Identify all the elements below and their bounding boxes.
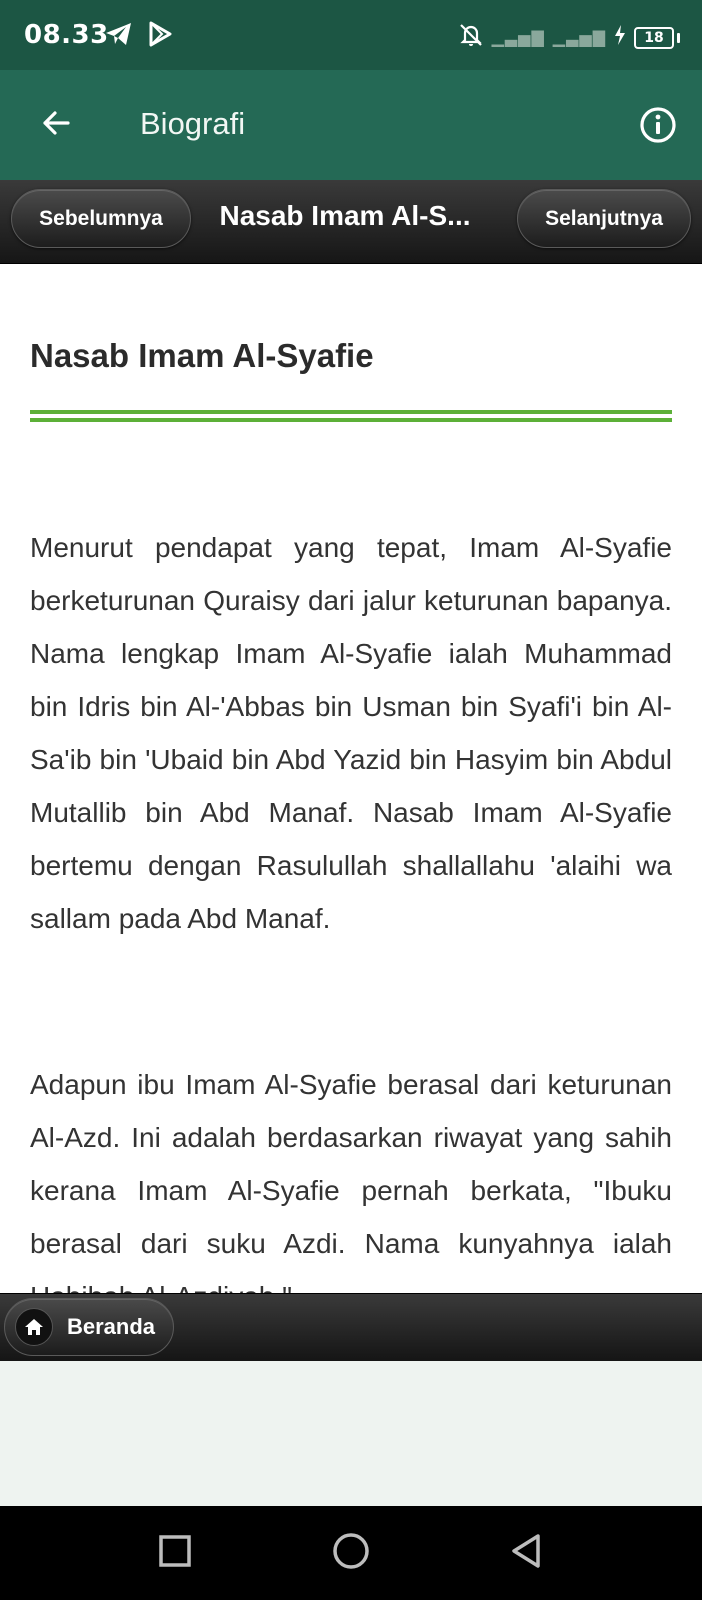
home-icon: [15, 1308, 53, 1346]
recent-apps-button[interactable]: [154, 1532, 196, 1574]
square-icon: [158, 1534, 192, 1573]
bottom-bar: [0, 1293, 702, 1361]
article-content[interactable]: [0, 264, 702, 1294]
app-bar: [0, 70, 702, 180]
previous-button[interactable]: Sebelumnya: [11, 189, 191, 248]
info-icon: [638, 132, 678, 149]
chapter-title: Nasab Imam Al-S...: [219, 200, 471, 231]
signal-icon: ▁▃▅▇: [491, 28, 545, 47]
app-title: Biografi: [140, 106, 246, 141]
battery-icon: [634, 27, 680, 49]
signal-icon: ▁▃▅▇: [552, 28, 606, 47]
play-store-icon: [146, 20, 174, 53]
charging-icon: [614, 25, 626, 50]
article-title: Nasab Imam Al-Syafie: [30, 337, 374, 374]
article-paragraph: Adapun ibu Imam Al-Syafie berasal dari keturunan Al-Azd. Ini adalah berdasarkan riwayat yang sahih kerana Imam Al-Syafie pernah berkata, "Ibuku berasal dari suku Azdi. Nama kunyahnya ialah: [30, 1069, 672, 1259]
telegram-icon: [104, 20, 134, 53]
back-button[interactable]: [34, 103, 78, 147]
system-nav-bar: [0, 1506, 702, 1600]
title-divider: [30, 410, 672, 422]
status-bar: [0, 0, 702, 70]
next-button[interactable]: Selanjutnya: [517, 189, 691, 248]
empty-area: [0, 1361, 702, 1506]
triangle-back-icon: [510, 1533, 544, 1574]
article-paragraph: Menurut pendapat yang tepat, Imam Al-Syafie berketurunan Quraisy dari jalur keturunan bapanya. Nama lengkap Imam Al-Syafie ialah Muhammad bin Idris bin Al-'Abbas bin Usman bin Syafi'i bin Al-Sa'ib bin 'Ubaid bin Abd Yazid bin Hasyim bin Abdul Mutallib bin Abd Manaf. Nasab Imam Al-Syafie bertemu dengan Rasulullah shallallahu 'alaihi wa sallam pada Abd Manaf.: [30, 532, 672, 934]
home-label: Beranda: [67, 1314, 156, 1339]
circle-icon: [332, 1532, 370, 1575]
status-time: 08.33: [24, 20, 109, 50]
home-button[interactable]: [4, 1298, 174, 1356]
bell-off-icon: [458, 22, 484, 53]
battery-level: 18: [634, 27, 674, 49]
chapter-nav-bar: [0, 180, 702, 264]
system-back-button[interactable]: [506, 1532, 548, 1574]
system-home-button[interactable]: [330, 1532, 372, 1574]
info-button[interactable]: [638, 105, 678, 145]
arrow-left-icon: [40, 107, 72, 144]
